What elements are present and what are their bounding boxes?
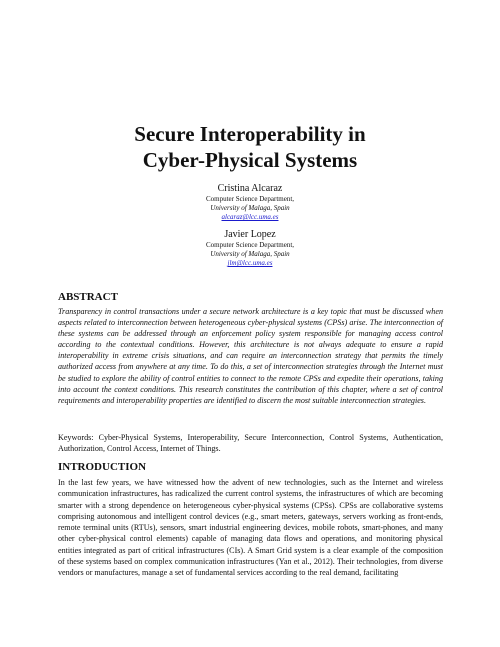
- author-email-link[interactable]: alcaraz@lcc.uma.es: [221, 213, 279, 221]
- author-entry: [0, 183, 500, 222]
- author-name: Cristina Alcaraz: [217, 183, 283, 194]
- introduction-heading: INTRODUCTION: [58, 461, 147, 473]
- introduction-text: In the last few years, we have witnessed how the advent of new technologies, such as the Internet and wireless communication infrastructures, has radicalized the current control systems, the infrastructures of which are becoming smarter with a strong dependence on heterogeneous cyber-physical systems (CPSs). CPSs are collaborative systems comprising autonomous and intelligent control devices (e.g., smart meters, gateways, servers working as front-ends, remote terminal units (RTUs), sensors, smart industrial engineering devices, mobile robots, smart-phones, and many other cyber-physical control elements) capable of managing data flows and operations, and monitoring physical entities integrated as part of critical infrastructures (CIs). A Smart Grid system is a clear example of the composition of these systems based on complex communication infrastructures (Yan et al., 2012). Their technologies, from diverse vendors or manufactures, manage a set of fundamental services according to the real demand, facilitating: [58, 478, 443, 578]
- abstract-text: Transparency in control transactions under a secure network architecture is a key topic that must be discussed when aspects related to interconnection between heterogeneous cyber-physical systems (CPSs) arise. The interconnection of these systems can be addressed through an enforcement policy system responsible for managing access control according to the contextual conditions. However, this architecture is not always adequate to ensure a rapid interoperability in extreme crisis situations, and can require an interconnection strategy that permits the timely authorized access from anywhere at any time. To do this, a set of interconnection strategies through the Internet must be studied to explore the ability of control entities to connect to the remote CPSs and expedite their operations, taking into account the context conditions. This research constitutes the contribution of this chapter, where a set of control requirements and interoperability properties are identified to discern the most suitable interconnection strategies.: [58, 307, 443, 405]
- author-department: Computer Science Department,: [205, 241, 295, 249]
- title-line-2: Cyber-Physical Systems: [142, 148, 358, 172]
- author-entry: [0, 229, 500, 268]
- author-affiliation: University of Malaga, Spain: [210, 250, 290, 258]
- author-name: Javier Lopez: [224, 229, 276, 240]
- abstract-heading: ABSTRACT: [58, 291, 118, 303]
- author-department: Computer Science Department,: [205, 195, 295, 203]
- author-block: [0, 183, 500, 268]
- title-line-1: Secure Interoperability in: [134, 122, 366, 146]
- keywords-text: Keywords: Cyber-Physical Systems, Interoperability, Secure Interconnection, Control Systems, Authentication, Authorization, Control Access, Internet of Things.: [58, 433, 443, 454]
- paper-title: [0, 121, 500, 173]
- author-email-link[interactable]: jlm@lcc.uma.es: [227, 259, 273, 267]
- author-affiliation: University of Malaga, Spain: [210, 204, 290, 212]
